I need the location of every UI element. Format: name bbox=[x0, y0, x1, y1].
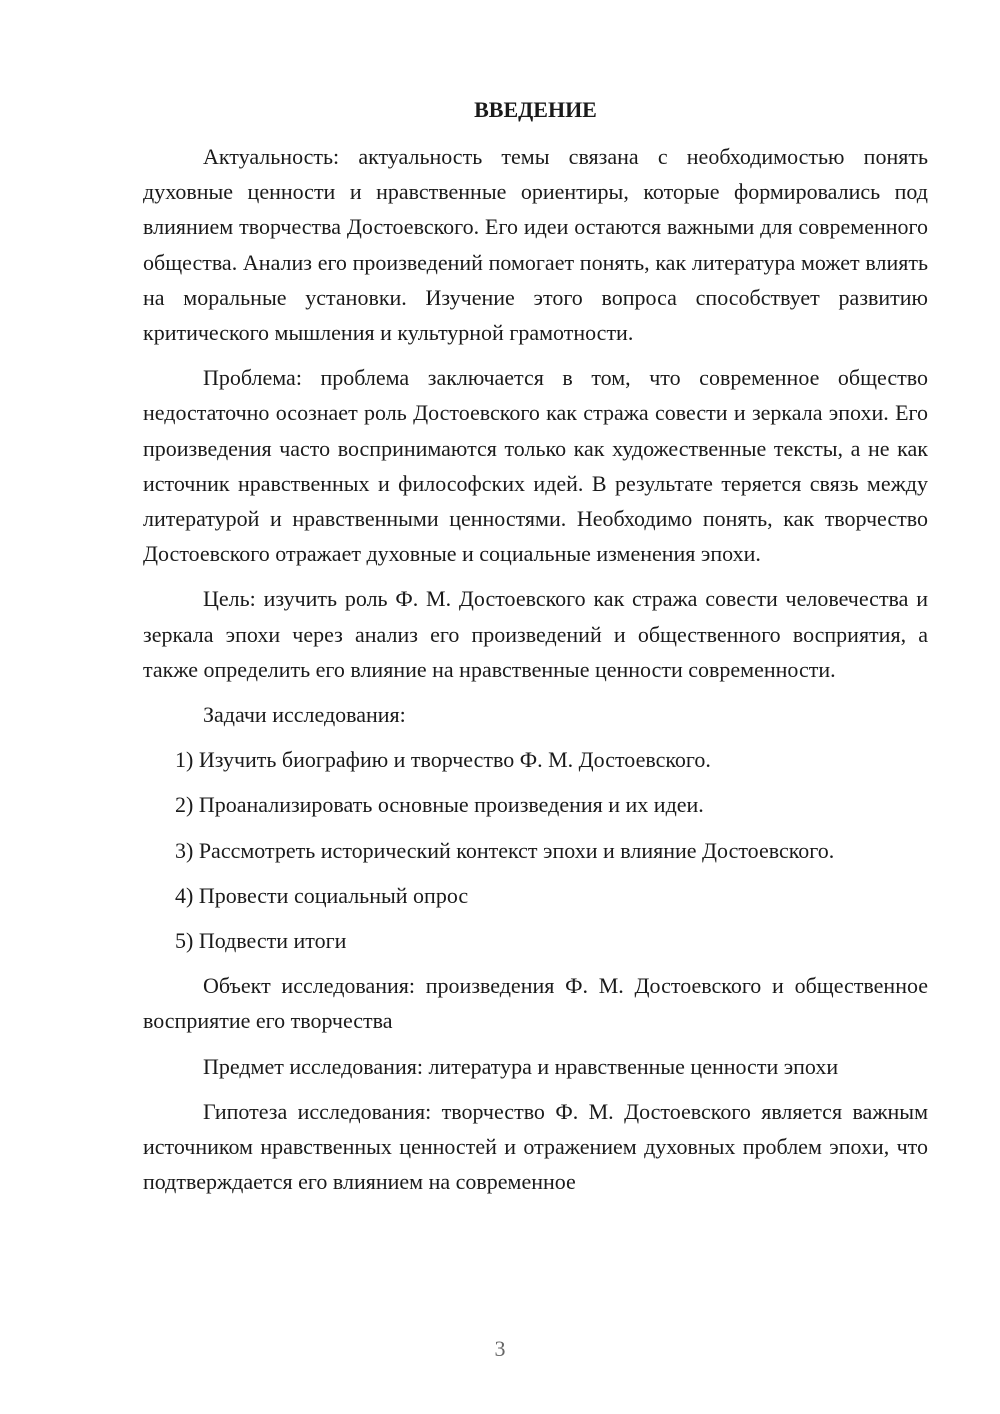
task-item: 3) Рассмотреть исторический контекст эпохи и влияние Достоевского. bbox=[175, 837, 835, 863]
paragraph-goal: Цель: изучить роль Ф. М. Достоевского как стража совести человечества и зеркала эпохи через анализ его произведений и общественного восприятия, а также определить его влияние на нравственные ценности современности. bbox=[143, 586, 928, 682]
section-title: ВВЕДЕНИЕ bbox=[474, 97, 597, 122]
task-item: 2) Проанализировать основные произведения и их идеи. bbox=[175, 792, 704, 818]
paragraph-object: Объект исследования: произведения Ф. М. Достоевского и общественное восприятие его творчества bbox=[143, 973, 928, 1034]
paragraph-subject: Предмет исследования: литература и нравственные ценности эпохи bbox=[203, 1053, 839, 1079]
page-number: 3 bbox=[494, 1336, 506, 1361]
paragraph-relevance: Актуальность: актуальность темы связана с необходимостью понять духовные ценности и нравственные ориентиры, которые формировались под влиянием творчества Достоевского. Его идеи остаются важными для современного общества. Анализ его произведений помогает понять, как литература может влиять на моральные установки. Изучение этого вопроса способствует развитию критического мышления и культурной грамотности. bbox=[143, 144, 928, 346]
page-content bbox=[143, 95, 928, 1209]
task-item: 5) Подвести итоги bbox=[175, 928, 347, 954]
tasks-list bbox=[143, 742, 928, 958]
paragraph-problem: Проблема: проблема заключается в том, что современное общество недостаточно осознает роль Достоевского как стража совести и зеркала эпохи. Его произведения часто воспринимаются только как художественные тексты, а не как источник нравственных и философских идей. В результате теряется связь между литературой и нравственными ценностями. Необходимо понять, как творчество Достоевского отражает духовные и социальные изменения эпохи. bbox=[143, 365, 928, 567]
task-item: 4) Провести социальный опрос bbox=[175, 882, 469, 908]
tasks-heading: Задачи исследования: bbox=[203, 702, 406, 728]
task-item: 1) Изучить биографию и творчество Ф. М. Достоевского. bbox=[175, 747, 711, 773]
paragraph-hypothesis: Гипотеза исследования: творчество Ф. М. Достоевского является важным источником нравственных ценностей и отражением духовных проблем эпохи, что подтверждается его влиянием на современное bbox=[143, 1098, 928, 1195]
